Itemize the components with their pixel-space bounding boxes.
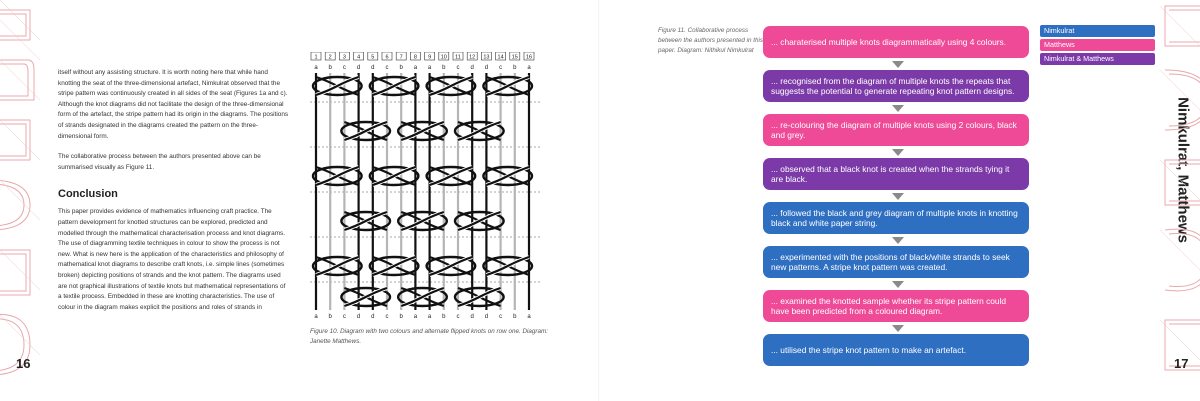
paragraph: This paper provides evidence of mathematics influencing craft practice. The pattern development for knotted structures can be explored, predicted and modelled through the mathematical characterisation process and knot diagrams. The use of diagramming textile techniques in colour to show the process is not new. What is new here is the application of the characteristics and philosophy of mathematical knot diagrams to describe craft knots, i.e. simple lines (sometimes broken) depicting positions of strands and the knot pattern. The diagrams used are not graphical illustrations of textile knots but mathematical representations of a textile process. Embedded in these are knotting characteristics. The use of colour in the diagram makes explicit the positions and roles of strands in — [58, 208, 286, 311]
strand-letter-top: a — [427, 65, 432, 71]
strand-letter-bottom: a — [527, 314, 531, 320]
strand-letter-top: c — [456, 65, 460, 71]
page-number: 17 — [1174, 356, 1189, 371]
down-arrow-icon — [892, 105, 904, 112]
strand-letter-bottom: d — [484, 314, 489, 320]
strand-letter-top: b — [513, 65, 517, 71]
running-title-text: Nimkulrat, Matthews — [1174, 97, 1192, 243]
strand-number: 11 — [455, 54, 461, 61]
strand-letter-bottom: b — [513, 314, 517, 320]
decorative-number-strip-left — [0, 0, 40, 401]
strand-number: 3 — [342, 54, 346, 61]
strand-letter-top: d — [484, 65, 489, 71]
flow-step-8 — [763, 334, 1029, 366]
right-page — [600, 0, 1200, 401]
strand-letter-bottom: a — [413, 314, 418, 320]
strand-number: 12 — [469, 54, 476, 61]
flow-step-4 — [763, 158, 1029, 190]
strand-letter-top: c — [385, 65, 389, 71]
strand-letter-top: b — [442, 65, 446, 71]
flow-step-text: ... recognised from the diagram of multiple knots the repeats that suggests the potential to generate repeating knot pattern designs. — [771, 75, 1015, 96]
flow-step-2 — [763, 70, 1029, 102]
strand-number: 7 — [399, 54, 403, 61]
strand-letter-bottom: a — [427, 314, 432, 320]
legend-item-both: Nimkulrat & Matthews — [1040, 53, 1155, 65]
color-legend — [1040, 25, 1155, 67]
strand-number: 2 — [328, 54, 332, 61]
strand-number: 4 — [357, 54, 361, 61]
decorative-number-strip-right — [1160, 0, 1200, 401]
strand-number: 16 — [525, 54, 533, 61]
strand-number: 9 — [428, 54, 432, 61]
strand-letter-bottom: c — [342, 314, 346, 320]
strand-letter-bottom: a — [314, 314, 318, 320]
down-arrow-icon — [892, 149, 904, 156]
strand-letter-top: d — [470, 65, 474, 71]
strand-letter-top: d — [371, 65, 375, 71]
flow-step-text: ... followed the black and grey diagram of multiple knots in knotting black and white paper string. — [771, 207, 1018, 228]
strand-number: 14 — [497, 54, 504, 61]
down-arrow-icon — [892, 237, 904, 244]
strand-letter-top: a — [527, 65, 531, 71]
strand-letter-bottom: c — [456, 314, 460, 320]
flow-step-5 — [763, 202, 1029, 234]
flow-step-text: ... examined the knotted sample whether its stripe pattern could have been predicted from a coloured diagram. — [771, 295, 1007, 316]
strand-letter-top: d — [356, 65, 361, 71]
strand-letter-top: a — [413, 65, 418, 71]
strand-letter-top: c — [499, 65, 503, 71]
down-arrow-icon — [892, 61, 904, 68]
strand-letter-bottom: b — [442, 314, 446, 320]
strand-letter-bottom: d — [356, 314, 361, 320]
down-arrow-icon — [892, 193, 904, 200]
strand-number: 15 — [511, 54, 518, 61]
strand-letter-bottom: c — [499, 314, 503, 320]
strand-number: 5 — [371, 54, 375, 61]
strand-letter-bottom: b — [328, 314, 332, 320]
strand-letter-top: a — [314, 65, 318, 71]
flow-step-1 — [763, 26, 1029, 58]
strand-letter-top: b — [399, 65, 403, 71]
strand-number: 8 — [413, 54, 417, 61]
strand-letter-top: b — [328, 65, 332, 71]
strand-number: 1 — [314, 54, 318, 61]
down-arrow-icon — [892, 325, 904, 332]
flow-step-text: ... re-colouring the diagram of multiple knots using 2 colours, black and grey. — [771, 119, 1017, 140]
flow-step-6 — [763, 246, 1029, 278]
knot-diagram-figure10 — [310, 52, 550, 324]
body-text-column — [58, 68, 290, 323]
strand-letter-bottom: d — [470, 314, 474, 320]
paragraph: itself without any assisting structure. It is worth noting here that while hand knotting the seat of the three-dimensional artefact, Nimkulrat observed that the stripe pattern was continuously created in all sides of the seat (Figures 1a and c). Although the knot diagrams did not facilitate the design of the three-dimensional form of the artefact, the stripe pattern had its origin in the diagrams. The positions of strands designated in the diagrams created the pattern on the three-dimensional form. — [58, 69, 289, 140]
legend-item-nimkulrat: Nimkulrat — [1040, 25, 1155, 37]
strand-letter-bottom: b — [399, 314, 403, 320]
legend-item-matthews: Matthews — [1040, 39, 1155, 51]
down-arrow-icon — [892, 281, 904, 288]
flow-step-3 — [763, 114, 1029, 146]
page-number: 16 — [16, 356, 31, 371]
flow-step-text: ... observed that a black knot is created when the strands tying it are black. — [771, 163, 1010, 184]
strand-number: 10 — [440, 54, 447, 61]
paragraph: The collaborative process between the authors presented above can be summarised visually as Figure 11. — [58, 153, 261, 171]
strand-letter-top: c — [342, 65, 346, 71]
flow-step-7 — [763, 290, 1029, 322]
strand-number: 6 — [385, 54, 389, 61]
flow-step-text: ... experimented with the positions of black/white strands to seek new patterns. A stripe knot pattern was created. — [771, 251, 1010, 272]
figure-10-caption: Figure 10. Diagram with two colours and alternate flipped knots on row one. Diagram: Janette Matthews. — [310, 328, 549, 345]
section-heading: Conclusion — [58, 188, 118, 201]
process-flowchart — [763, 26, 1033, 366]
strand-letter-bottom: d — [371, 314, 375, 320]
flow-step-text: ... charaterised multiple knots diagrammatically using 4 colours. — [771, 36, 1007, 47]
strand-letter-bottom: c — [385, 314, 389, 320]
figure-11-caption: Figure 11. Collaborative process between the authors presented in this paper. Diagram: Nithikul Nimkulrat — [658, 27, 764, 54]
flow-step-text: ... utilised the stripe knot pattern to make an artefact. — [771, 344, 967, 355]
strand-number: 13 — [483, 54, 490, 61]
